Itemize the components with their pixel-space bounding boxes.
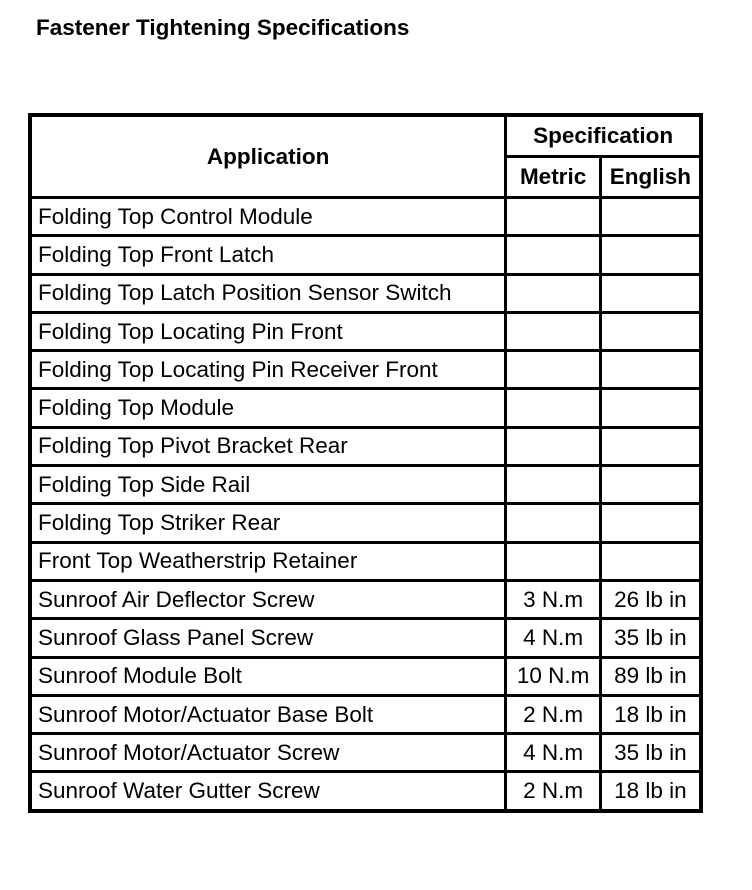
metric-value-cell	[506, 351, 601, 389]
english-value-cell	[600, 312, 701, 350]
metric-value-cell	[506, 504, 601, 542]
column-header-metric: Metric	[506, 157, 601, 198]
english-value-cell	[600, 427, 701, 465]
application-cell: Sunroof Motor/Actuator Screw	[30, 734, 506, 772]
table-row	[30, 695, 701, 733]
column-header-specification: Specification	[506, 115, 701, 157]
english-value-cell	[600, 198, 701, 236]
application-cell: Sunroof Module Bolt	[30, 657, 506, 695]
application-cell: Folding Top Module	[30, 389, 506, 427]
application-cell: Folding Top Locating Pin Receiver Front	[30, 351, 506, 389]
application-cell: Sunroof Air Deflector Screw	[30, 580, 506, 618]
metric-value-cell	[506, 198, 601, 236]
application-cell: Sunroof Glass Panel Screw	[30, 619, 506, 657]
english-value-cell	[600, 351, 701, 389]
application-cell: Folding Top Control Module	[30, 198, 506, 236]
table-row	[30, 351, 701, 389]
table-row	[30, 236, 701, 274]
metric-value-cell: 10 N.m	[506, 657, 601, 695]
table-row	[30, 734, 701, 772]
english-value-cell	[600, 466, 701, 504]
metric-value-cell: 4 N.m	[506, 734, 601, 772]
application-cell: Front Top Weatherstrip Retainer	[30, 542, 506, 580]
application-cell: Folding Top Striker Rear	[30, 504, 506, 542]
application-cell: Folding Top Side Rail	[30, 466, 506, 504]
table-row	[30, 389, 701, 427]
application-cell: Sunroof Motor/Actuator Base Bolt	[30, 695, 506, 733]
metric-value-cell: 3 N.m	[506, 580, 601, 618]
application-cell: Sunroof Water Gutter Screw	[30, 772, 506, 811]
application-cell: Folding Top Pivot Bracket Rear	[30, 427, 506, 465]
english-value-cell	[600, 504, 701, 542]
english-value-cell: 18 lb in	[600, 772, 701, 811]
metric-value-cell	[506, 312, 601, 350]
english-value-cell	[600, 274, 701, 312]
english-value-cell: 35 lb in	[600, 619, 701, 657]
fastener-spec-table	[28, 113, 703, 813]
english-value-cell	[600, 389, 701, 427]
metric-value-cell: 4 N.m	[506, 619, 601, 657]
table-row	[30, 772, 701, 811]
english-value-cell: 26 lb in	[600, 580, 701, 618]
page-title: Fastener Tightening Specifications	[36, 15, 410, 40]
table-row	[30, 580, 701, 618]
column-header-english: English	[600, 157, 701, 198]
table-row	[30, 274, 701, 312]
english-value-cell: 89 lb in	[600, 657, 701, 695]
table-row	[30, 619, 701, 657]
application-cell: Folding Top Front Latch	[30, 236, 506, 274]
metric-value-cell	[506, 236, 601, 274]
english-value-cell: 18 lb in	[600, 695, 701, 733]
table-row	[30, 657, 701, 695]
metric-value-cell	[506, 427, 601, 465]
metric-value-cell	[506, 542, 601, 580]
application-cell: Folding Top Latch Position Sensor Switch	[30, 274, 506, 312]
table-row	[30, 427, 701, 465]
table-row	[30, 312, 701, 350]
english-value-cell: 35 lb in	[600, 734, 701, 772]
metric-value-cell	[506, 466, 601, 504]
english-value-cell	[600, 236, 701, 274]
column-header-application: Application	[30, 115, 506, 198]
table-row	[30, 542, 701, 580]
metric-value-cell: 2 N.m	[506, 695, 601, 733]
table-row	[30, 504, 701, 542]
metric-value-cell	[506, 274, 601, 312]
metric-value-cell: 2 N.m	[506, 772, 601, 811]
table-body	[30, 198, 701, 811]
application-cell: Folding Top Locating Pin Front	[30, 312, 506, 350]
table-row	[30, 198, 701, 236]
english-value-cell	[600, 542, 701, 580]
table-row	[30, 466, 701, 504]
metric-value-cell	[506, 389, 601, 427]
